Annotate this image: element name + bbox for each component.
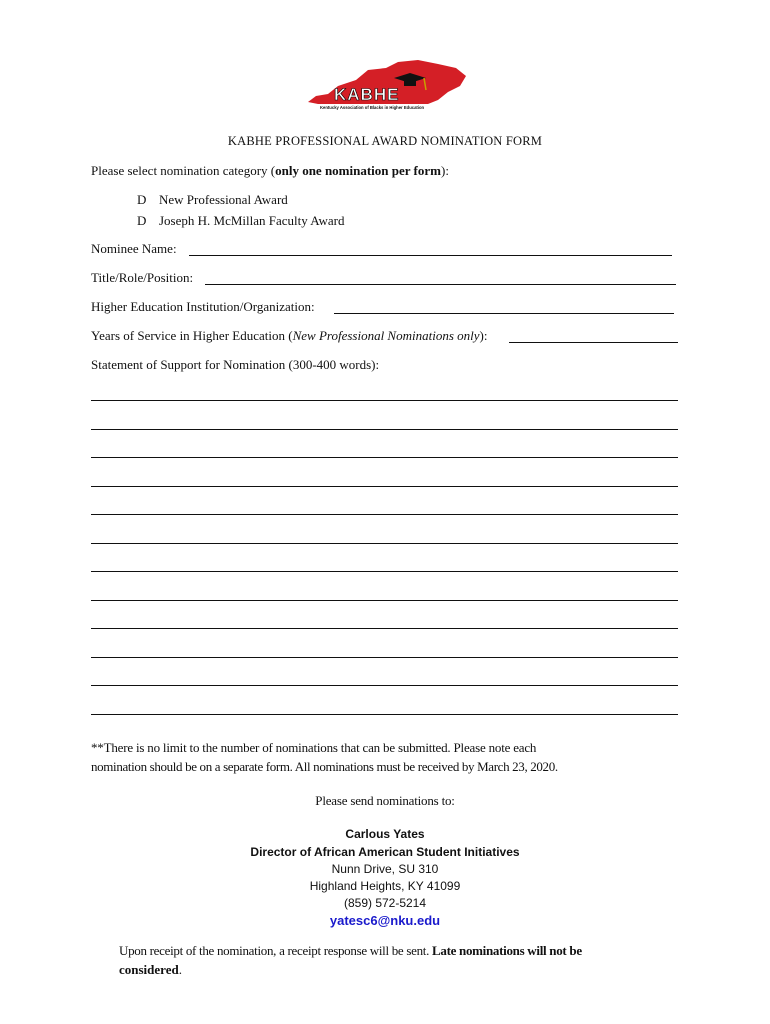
checkbox-marker[interactable]: D (137, 213, 147, 228)
kentucky-map-logo-icon (298, 56, 474, 114)
kabhe-logo (298, 56, 474, 114)
option-mcmillan-faculty[interactable] (137, 213, 344, 229)
years-of-service-input[interactable] (509, 342, 678, 343)
statement-line[interactable] (91, 600, 678, 601)
institution-input[interactable] (334, 313, 674, 314)
contact-email-link[interactable]: yatesc6@nku.edu (329, 913, 441, 928)
nominee-name-input[interactable] (189, 255, 672, 256)
statement-line[interactable] (91, 628, 678, 629)
title-role-input[interactable] (205, 284, 676, 285)
statement-line[interactable] (91, 400, 678, 401)
statement-label: Statement of Support for Nomination (300-400 words): (91, 357, 380, 372)
option-new-professional[interactable] (137, 192, 288, 208)
category-prompt: Please select nomination category (only one nomination per form): (91, 163, 449, 178)
statement-line[interactable] (91, 657, 678, 658)
note-line-1: **There is no limit to the number of nominations that can be submitted. Please note each (91, 740, 537, 755)
footer-line-1: Upon receipt of the nomination, a receipt response will be sent. Late nominations will not be (119, 943, 582, 958)
statement-line[interactable] (91, 514, 678, 515)
note-line-2: nomination should be on a separate form. All nominations must be received by March 23, 2020. (91, 759, 558, 774)
svg-text:Kentucky Association of Blacks: Kentucky Association of Blacks in Higher Education (320, 105, 425, 110)
statement-line[interactable] (91, 685, 678, 686)
years-of-service-label: Years of Service in Higher Education (New Professional Nominations only): (91, 328, 488, 343)
option-label: Joseph H. McMillan Faculty Award (159, 213, 345, 228)
contact-phone: (859) 572-5214 (343, 896, 427, 910)
contact-intro: Please send nominations to: (315, 793, 455, 808)
contact-name: Carlous Yates (345, 827, 425, 841)
option-label: New Professional Award (159, 192, 288, 207)
contact-address-1: Nunn Drive, SU 310 (331, 862, 439, 876)
svg-text:KABHE: KABHE (334, 85, 400, 104)
checkbox-marker[interactable]: D (137, 192, 147, 207)
statement-line[interactable] (91, 543, 678, 544)
title-role-label: Title/Role/Position: (91, 270, 194, 285)
statement-line[interactable] (91, 457, 678, 458)
form-title: KABHE PROFESSIONAL AWARD NOMINATION FORM (227, 134, 543, 148)
footer-line-2: considered. (119, 962, 182, 977)
statement-line[interactable] (91, 486, 678, 487)
statement-line[interactable] (91, 571, 678, 572)
nominee-name-label: Nominee Name: (91, 241, 177, 256)
institution-label: Higher Education Institution/Organization: (91, 299, 315, 314)
statement-line[interactable] (91, 429, 678, 430)
contact-address-2: Highland Heights, KY 41099 (309, 879, 461, 893)
statement-line[interactable] (91, 714, 678, 715)
contact-title: Director of African American Student Initiatives (250, 845, 520, 859)
